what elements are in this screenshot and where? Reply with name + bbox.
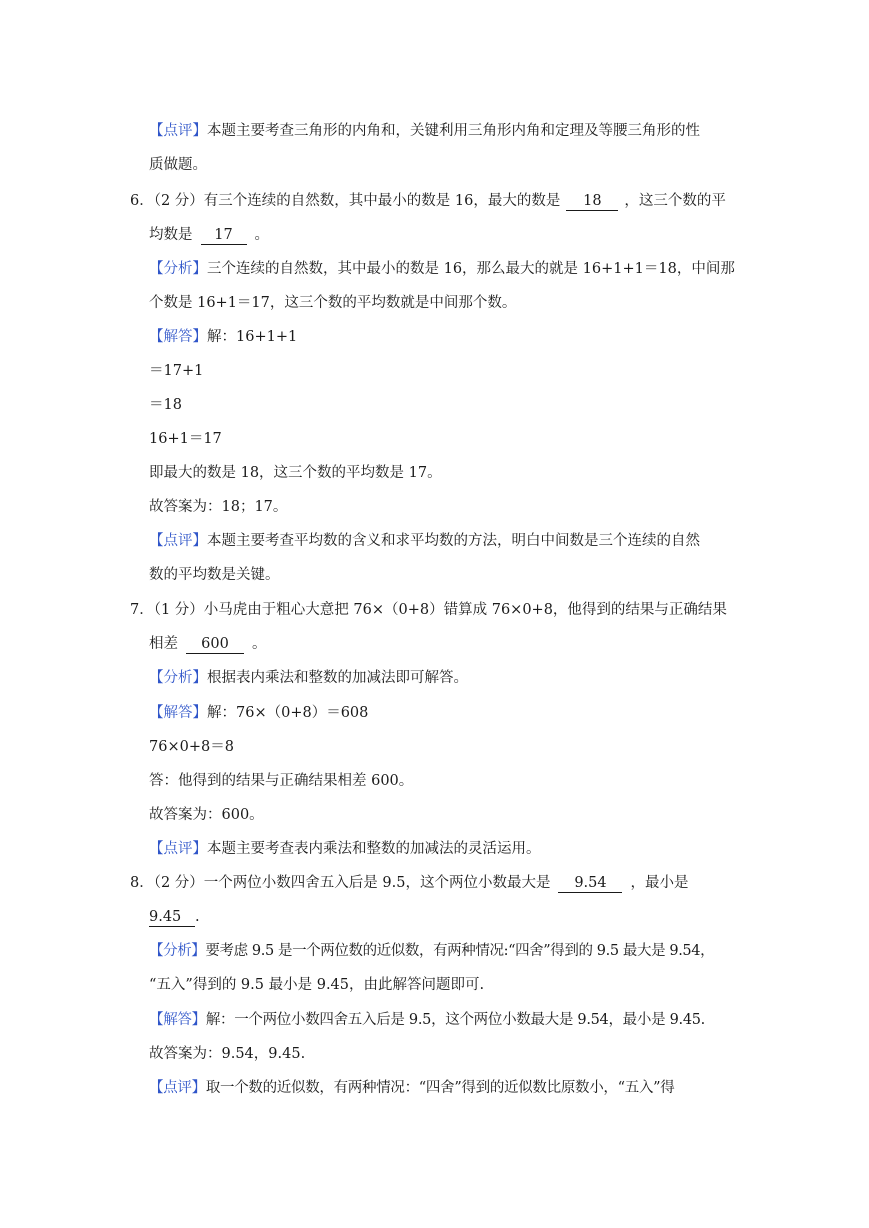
q6-analysis-text-2: 个数是 16+1＝17，这三个数的平均数就是中间那个数。: [149, 295, 517, 311]
q6-question-line1: [130, 191, 726, 211]
comment-tag: 【点评】: [149, 123, 207, 139]
q8-analysis-text-2: “五入”得到的 9.5 最小是 9.45，由此解答问题即可.: [149, 977, 485, 993]
q6-comment-text-1: 本题主要考查平均数的含义和求平均数的方法，明白中间数是三个连续的自然: [207, 533, 700, 549]
q8-final-answer: 故答案为：9.54，9.45.: [149, 1046, 306, 1062]
comment-tag: 【点评】: [149, 533, 207, 549]
q6-analysis-line2: [149, 293, 516, 313]
q6-answer-line1: [149, 327, 297, 347]
q8-blank-max: 9.54: [558, 874, 622, 893]
q6-comment-line1: [149, 531, 700, 551]
q7-answer-line1: [149, 703, 368, 723]
q6-answer-text-1: 解：16+1+1: [207, 329, 298, 345]
q8-answer-line1: [149, 1010, 705, 1030]
q7-question-line2: [149, 634, 267, 654]
analysis-tag: 【分析】: [149, 943, 206, 959]
q7-final-answer: 故答案为：600。: [149, 807, 264, 823]
q5-comment-text-1: 本题主要考查三角形的内角和，关键利用三角形内角和定理及等腰三角形的性: [207, 123, 700, 139]
q6-question-text-1: 6．（2 分）有三个连续的自然数，其中最小的数是 16，最大的数是: [130, 193, 561, 209]
q8-comment-line1: [149, 1078, 674, 1098]
answer-tag: 【解答】: [149, 705, 207, 721]
q6-question-text-4: 。: [254, 227, 269, 243]
q8-analysis-text-1: 要考虑 9.5 是一个两位数的近似数，有两种情况:“四舍”得到的 9.5 最大是 9.54，: [205, 943, 715, 959]
q6-calc-3: 16+1＝17: [149, 431, 222, 447]
q7-question-line1: [130, 600, 727, 620]
q7-calc-1: 76×0+8＝8: [149, 739, 234, 755]
comment-tag: 【点评】: [149, 1080, 206, 1096]
q7-answer-text-1: 解：76×（0+8）＝608: [207, 705, 369, 721]
q6-calc-2: ＝18: [149, 397, 182, 413]
q6-blank-average: 17: [201, 226, 247, 245]
q7-question-text-2: 相差: [149, 636, 178, 652]
q8-blank-min: 9.45: [149, 908, 195, 927]
q6-comment-text-2: 数的平均数是关键。: [149, 567, 280, 583]
q7-question-text-3: 。: [252, 636, 267, 652]
q6-question-text-2: ，这三个数的平: [624, 193, 726, 209]
q8-analysis-line1: [149, 941, 714, 961]
analysis-tag: 【分析】: [149, 261, 207, 277]
q5-comment-text-2: 质做题。: [149, 157, 207, 173]
analysis-tag: 【分析】: [149, 670, 207, 686]
q7-calc-2: 答：他得到的结果与正确结果相差 600。: [149, 773, 414, 789]
q6-calc-4: 即最大的数是 18，这三个数的平均数是 17。: [149, 465, 442, 481]
q6-analysis-line1: [149, 259, 735, 279]
q8-analysis-line2: [149, 975, 484, 995]
q7-blank-difference: 600: [186, 635, 244, 654]
q8-question-line2: [149, 907, 200, 927]
q5-comment-line2: [149, 155, 207, 175]
q6-calc-1: ＝17+1: [149, 363, 204, 379]
q6-final-answer: 故答案为：18；17。: [149, 499, 288, 515]
answer-tag: 【解答】: [149, 1012, 206, 1028]
q7-analysis-line1: [149, 668, 468, 688]
q8-question-text-2: ，最小是: [630, 875, 689, 891]
q8-comment-text-1: 取一个数的近似数，有两种情况：“四舍”得到的近似数比原数小，“五入”得: [205, 1080, 675, 1096]
comment-tag: 【点评】: [149, 841, 207, 857]
answer-tag: 【解答】: [149, 329, 207, 345]
q6-analysis-text-1: 三个连续的自然数，其中最小的数是 16，那么最大的就是 16+1+1＝18，中间那: [207, 261, 735, 277]
q7-comment-line1: [149, 839, 541, 859]
q7-question-text-1: 7．（1 分）小马虎由于粗心大意把 76×（0+8）错算成 76×0+8，他得到的结果与正确结果: [130, 602, 727, 618]
q5-comment-line1: [149, 121, 700, 141]
q8-question-text-1: 8．（2 分）一个两位小数四舍五入后是 9.5，这个两位小数最大是: [130, 875, 551, 891]
q8-question-text-3: .: [195, 909, 200, 925]
q6-question-line2: [149, 225, 269, 245]
q8-question-line1: [130, 873, 688, 893]
q6-blank-max: 18: [566, 192, 618, 211]
q7-analysis-text-1: 根据表内乘法和整数的加减法即可解答。: [207, 670, 468, 686]
q6-question-text-3: 均数是: [149, 227, 193, 243]
q6-comment-line2: [149, 565, 280, 585]
q8-answer-text-1: 解：一个两位小数四舍五入后是 9.5，这个两位小数最大是 9.54，最小是 9.45.: [205, 1012, 705, 1028]
q7-comment-text-1: 本题主要考查表内乘法和整数的加减法的灵活运用。: [207, 841, 541, 857]
